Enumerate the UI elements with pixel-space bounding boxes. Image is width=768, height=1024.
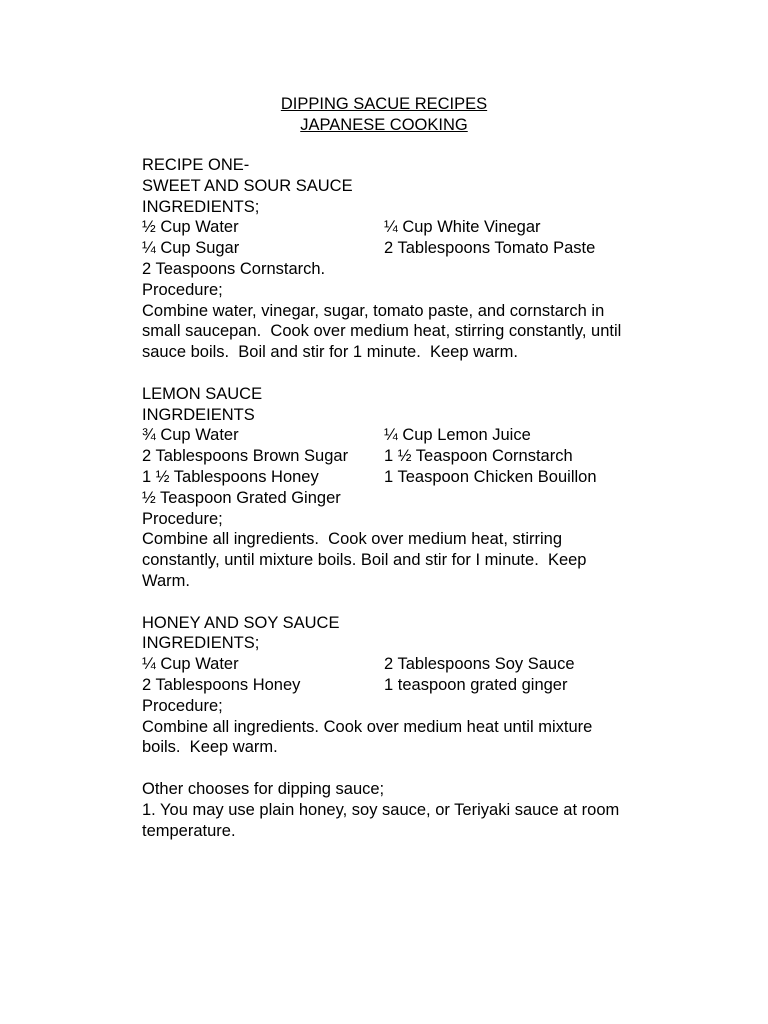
recipe-two-ingredients-heading: INGRDEIENTS bbox=[142, 405, 255, 424]
ingredient-row bbox=[142, 238, 672, 259]
procedure-line: boils. Keep warm. bbox=[142, 738, 278, 757]
procedure-line: Combine water, vinegar, sugar, tomato paste, and cornstarch in bbox=[142, 301, 605, 320]
ingredient-item: 2 Tablespoons Honey bbox=[142, 675, 301, 694]
ingredient-item: ¼ Cup White Vinegar bbox=[384, 218, 541, 237]
procedure-line: sauce boils. Boil and stir for 1 minute. Keep warm. bbox=[142, 343, 519, 362]
ingredient-item: ¼ Cup Water bbox=[142, 655, 239, 674]
other-line: 1. You may use plain honey, soy sauce, or Teriyaki sauce at room bbox=[142, 800, 620, 819]
ingredient-item: ¼ Cup Sugar bbox=[142, 239, 240, 258]
procedure-line: Warm. bbox=[142, 571, 190, 590]
procedure-heading: Procedure; bbox=[142, 696, 223, 715]
recipe-one-label: RECIPE ONE- bbox=[142, 156, 250, 174]
ingredient-item: 2 Tablespoons Tomato Paste bbox=[384, 239, 596, 258]
recipe-three-name: HONEY AND SOY SAUCE bbox=[142, 613, 340, 632]
procedure-line: Combine all ingredients. Cook over medium heat until mixture bbox=[142, 717, 593, 736]
paragraph-gap bbox=[142, 592, 672, 613]
procedure-line: small saucepan. Cook over medium heat, stirring constantly, until bbox=[142, 322, 622, 341]
ingredient-row bbox=[142, 654, 672, 675]
ingredient-item: ½ Teaspoon Grated Ginger bbox=[142, 488, 341, 507]
title-block bbox=[0, 94, 768, 136]
procedure-line: constantly, until mixture boils. Boil and stir for I minute. Keep bbox=[142, 551, 587, 570]
procedure-heading: Procedure; bbox=[142, 509, 223, 528]
ingredient-item: 1 Teaspoon Chicken Bouillon bbox=[384, 467, 597, 486]
document-subtitle: JAPANESE COOKING bbox=[300, 116, 468, 134]
ingredient-item: 2 Tablespoons Brown Sugar bbox=[142, 447, 349, 466]
paragraph-gap bbox=[142, 758, 672, 779]
ingredient-item: 1 teaspoon grated ginger bbox=[384, 675, 568, 694]
ingredient-item: 1 ½ Teaspoon Cornstarch bbox=[384, 447, 573, 466]
recipe-three-ingredients-heading: INGREDIENTS; bbox=[142, 634, 260, 653]
ingredient-item: ½ Cup Water bbox=[142, 218, 239, 237]
paragraph-gap bbox=[142, 363, 672, 384]
ingredient-row bbox=[142, 446, 672, 467]
recipe-one-ingredients-heading: INGREDIENTS; bbox=[142, 197, 260, 216]
procedure-line: Combine all ingredients. Cook over medium heat, stirring bbox=[142, 530, 563, 549]
ingredient-item: ¾ Cup Water bbox=[142, 426, 239, 445]
recipe-two-name: LEMON SAUCE bbox=[142, 384, 263, 403]
ingredient-item: 1 ½ Tablespoons Honey bbox=[142, 467, 319, 486]
ingredient-item: ¼ Cup Lemon Juice bbox=[384, 426, 531, 445]
ingredient-row bbox=[142, 467, 672, 488]
ingredient-row bbox=[142, 425, 672, 446]
other-line: temperature. bbox=[142, 821, 236, 840]
other-heading: Other chooses for dipping sauce; bbox=[142, 779, 385, 798]
procedure-heading: Procedure; bbox=[142, 280, 223, 299]
ingredient-row bbox=[142, 217, 672, 238]
recipe-one-name: SWEET AND SOUR SAUCE bbox=[142, 176, 353, 195]
ingredient-item: 2 Tablespoons Soy Sauce bbox=[384, 655, 575, 674]
ingredient-row bbox=[142, 675, 672, 696]
document-body bbox=[142, 155, 672, 841]
document-title: DIPPING SACUE RECIPES bbox=[280, 95, 488, 113]
ingredient-item: 2 Teaspoons Cornstarch. bbox=[142, 259, 326, 278]
